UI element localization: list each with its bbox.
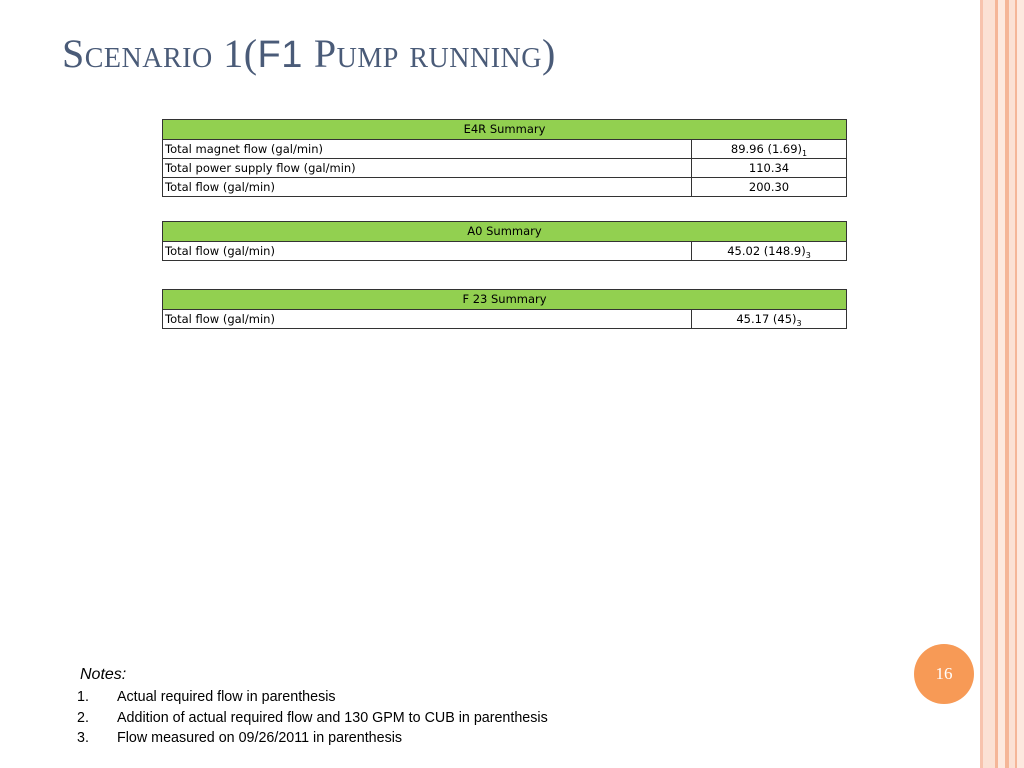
row-value: 200.30 [692, 178, 847, 197]
row-value [692, 310, 847, 329]
row-label: Total flow (gal/min) [163, 178, 692, 197]
value-text: 89.96 (1.69) [730, 141, 803, 156]
notes-heading: Notes: [80, 666, 127, 683]
f23-summary-table [162, 289, 847, 329]
notes-section [77, 664, 700, 749]
row-value [692, 140, 847, 159]
list-item [77, 728, 700, 749]
border-stripe [1017, 0, 1024, 768]
border-stripe [983, 0, 995, 768]
page-number-badge [914, 644, 974, 704]
note-number: 1. [77, 689, 89, 705]
table-header: E4R Summary [163, 120, 847, 140]
a0-summary-table [162, 221, 847, 261]
list-item [77, 687, 700, 708]
notes-list [77, 687, 700, 749]
footnote-ref: 3 [805, 250, 811, 260]
table-row [163, 310, 847, 329]
footnote-ref: 3 [796, 318, 802, 328]
row-label: Total power supply flow (gal/min) [163, 159, 692, 178]
border-stripe [998, 0, 1005, 768]
row-value: 110.34 [692, 159, 847, 178]
note-text: Actual required flow in parenthesis [117, 689, 336, 705]
slide-title-part: F1 [257, 34, 314, 76]
slide-title-part: Pump running) [313, 31, 556, 76]
row-label: Total flow (gal/min) [163, 310, 692, 329]
slide-title-part: Scenario 1( [62, 31, 258, 76]
slide-title [62, 30, 556, 77]
note-number: 3. [77, 730, 89, 746]
value-text: 45.17 (45) [736, 311, 797, 326]
table-row [163, 159, 847, 178]
note-number: 2. [77, 709, 89, 726]
note-text: Addition of actual required flow and 130 GPM to CUB in parenthesis [117, 709, 548, 726]
row-value [692, 242, 847, 261]
decorative-border-stripes [980, 0, 1024, 768]
table-row [163, 140, 847, 159]
row-label: Total magnet flow (gal/min) [163, 140, 692, 159]
page-number: 16 [935, 664, 953, 683]
row-label: Total flow (gal/min) [163, 242, 692, 261]
table-row [163, 178, 847, 197]
value-text: 45.02 (148.9) [727, 243, 806, 258]
table-row [163, 242, 847, 261]
note-text: Flow measured on 09/26/2011 in parenthesis [117, 730, 403, 746]
e4r-summary-table [162, 119, 847, 197]
table-header: A0 Summary [163, 222, 847, 242]
table-header: F 23 Summary [163, 290, 847, 310]
footnote-ref: 1 [802, 148, 808, 158]
list-item [77, 708, 700, 729]
